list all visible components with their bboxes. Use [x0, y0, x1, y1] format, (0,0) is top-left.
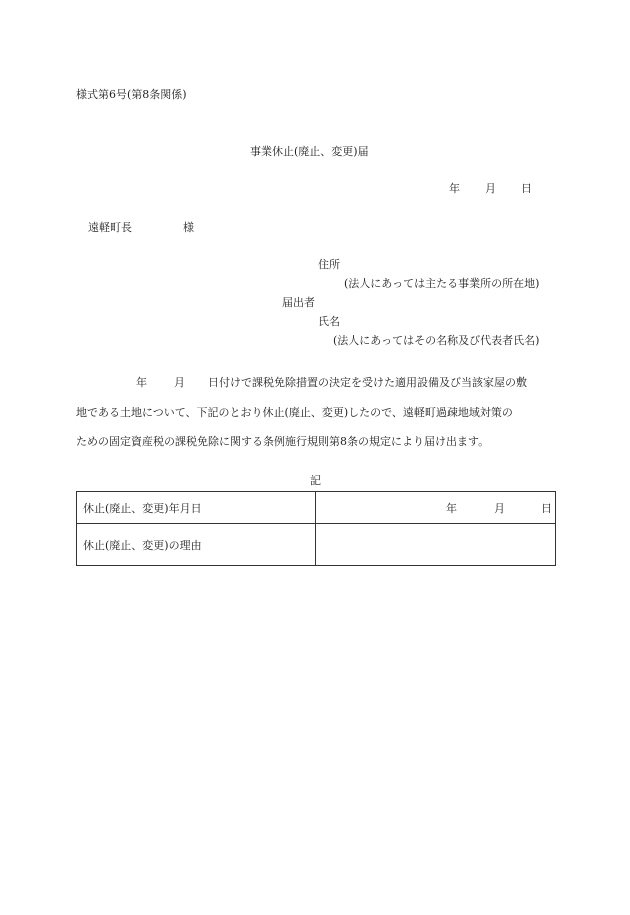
row-year-label: 年 — [446, 501, 457, 515]
date-year-label: 年 — [449, 182, 460, 195]
body-year-label: 年 — [136, 376, 147, 389]
ki-heading: 記 — [310, 474, 321, 487]
notifier-label: 届出者 — [282, 296, 315, 309]
name-note: (法人にあってはその名称及び代表者氏名) — [333, 334, 540, 347]
document-title: 事業休止(廃止、変更)届 — [250, 145, 369, 158]
table-row — [77, 492, 556, 524]
row-month-label: 月 — [494, 501, 505, 515]
body-line-3: ための固定資産税の課税免除に関する条例施行規則第8条の規定により届け出ます。 — [76, 435, 490, 448]
body-line-1-text: 日付けで課税免除措置の決定を受けた適用設備及び当該家屋の敷 — [208, 376, 527, 389]
name-label: 氏名 — [318, 315, 340, 328]
details-table — [76, 491, 556, 566]
address-note: (法人にあっては主たる事業所の所在地) — [344, 277, 540, 290]
body-line-2: 地である土地について、下記のとおり休止(廃止、変更)したので、遠軽町過疎地域対策の — [76, 406, 513, 419]
date-month-label: 月 — [485, 182, 496, 195]
form-number: 様式第6号(第8条関係) — [76, 88, 187, 101]
suspension-reason-label: 休止(廃止、変更)の理由 — [77, 524, 316, 566]
table-row — [77, 524, 556, 566]
address-label: 住所 — [318, 258, 340, 271]
suspension-date-label: 休止(廃止、変更)年月日 — [77, 492, 316, 524]
addressee-honorific: 様 — [183, 221, 194, 234]
addressee-name: 遠軽町長 — [88, 221, 132, 234]
row-day-label: 日 — [541, 501, 552, 515]
date-day-label: 日 — [521, 182, 532, 195]
body-month-label: 月 — [174, 376, 185, 389]
suspension-date-field[interactable] — [316, 492, 556, 524]
suspension-reason-field[interactable] — [316, 524, 556, 566]
